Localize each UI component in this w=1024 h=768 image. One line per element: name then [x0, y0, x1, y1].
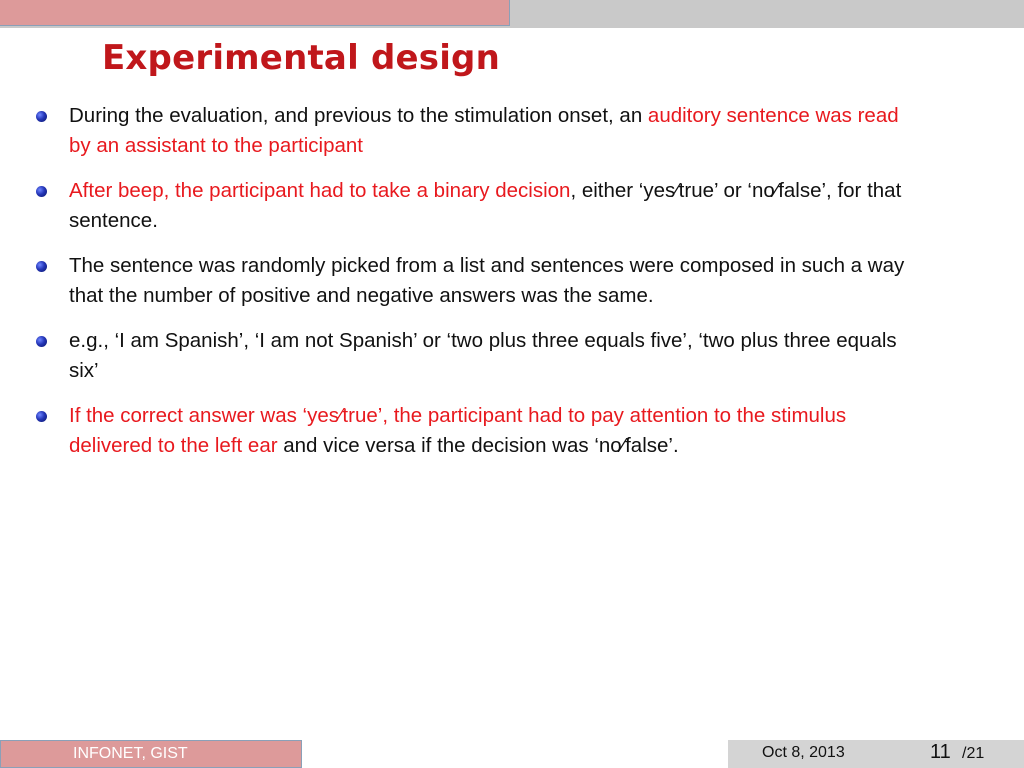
bullet-dot-icon	[36, 261, 47, 272]
top-accent-bar	[0, 0, 510, 26]
bullet-dot-icon	[36, 186, 47, 197]
bullet-item	[36, 251, 916, 311]
footer-page-number: 11	[930, 741, 951, 763]
bullet-text: , either ‘yes⁄true’ or ‘no⁄false’, for that sentence.	[69, 179, 902, 232]
bullet-list	[36, 101, 916, 476]
bullet-dot-icon	[36, 111, 47, 122]
bullet-text: and vice versa if the decision was ‘no⁄false’.	[277, 434, 679, 457]
bullet-item	[36, 401, 916, 461]
bullet-text-highlight: After beep, the participant had to take a binary decision	[69, 179, 571, 202]
bullet-text: e.g., ‘I am Spanish’, ‘I am not Spanish’ or ‘two plus three equals five’, ‘two plus three equals six’	[69, 329, 897, 382]
footer-page-total: /21	[962, 745, 985, 762]
footer-spacer	[302, 740, 728, 768]
bullet-text: During the evaluation, and previous to the stimulation onset, an	[69, 104, 648, 127]
bullet-text: The sentence was randomly picked from a list and sentences were composed in such a way that the number of positive and negative answers was the same.	[69, 254, 905, 307]
footer-date: Oct 8, 2013	[762, 744, 845, 761]
bullet-item	[36, 101, 916, 161]
bullet-dot-icon	[36, 336, 47, 347]
bullet-dot-icon	[36, 411, 47, 422]
bullet-text-highlight: If the correct answer was ‘yes⁄true’, the participant had to pay attention to the stimulus delivered to the left ear	[69, 404, 847, 457]
bullet-item	[36, 326, 916, 386]
bullet-item	[36, 176, 916, 236]
bullet-text-highlight: auditory sentence was read by an assistant to the participant	[69, 104, 899, 157]
slide-title: Experimental design	[102, 38, 500, 78]
footer-organization: INFONET, GIST	[0, 740, 302, 768]
